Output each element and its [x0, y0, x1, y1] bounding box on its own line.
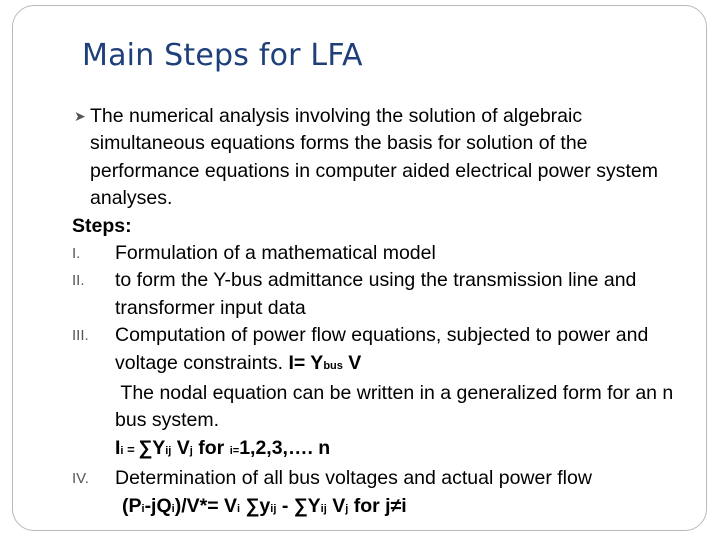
nodal-equation: Ii = ∑Yij Vj for i=1,2,3,…. n — [115, 436, 331, 459]
intro-text: The numerical analysis involving the solution of algebraic simultaneous equations forms the basis for solution of the performance equations in computer aided electrical power system analyses. — [90, 105, 658, 210]
step-item — [72, 465, 692, 492]
step-item — [72, 322, 692, 380]
nodal-note: The nodal equation can be written in a generalized form for an n bus system. — [115, 382, 674, 432]
slide-title: Main Steps for LFA — [82, 38, 363, 73]
step-numeral: III. — [72, 327, 89, 345]
bullet-arrow-icon: ➤ — [74, 108, 86, 124]
current-equation: I= Ybus V — [288, 351, 362, 374]
step-text: Determination of all bus voltages and actual power flow — [115, 467, 592, 490]
steps-heading: Steps: — [72, 214, 132, 237]
step-text: to form the Y-bus admittance using the transmission line and transformer input data — [115, 269, 637, 319]
step-text: Formulation of a mathematical model — [115, 242, 436, 265]
step-item — [72, 240, 692, 267]
step-numeral: I. — [72, 245, 81, 263]
step-item — [72, 267, 692, 322]
power-equation: (Pi-jQi)/V*= Vi ∑yij - ∑Yij Vj for j≠i — [122, 494, 407, 517]
step-numeral: II. — [72, 272, 85, 290]
slide-body — [72, 103, 692, 523]
intro-paragraph — [72, 103, 692, 213]
step-text: Computation of power flow equations, subjected to power and voltage constraints. — [115, 324, 649, 374]
step-numeral: IV. — [72, 470, 89, 488]
